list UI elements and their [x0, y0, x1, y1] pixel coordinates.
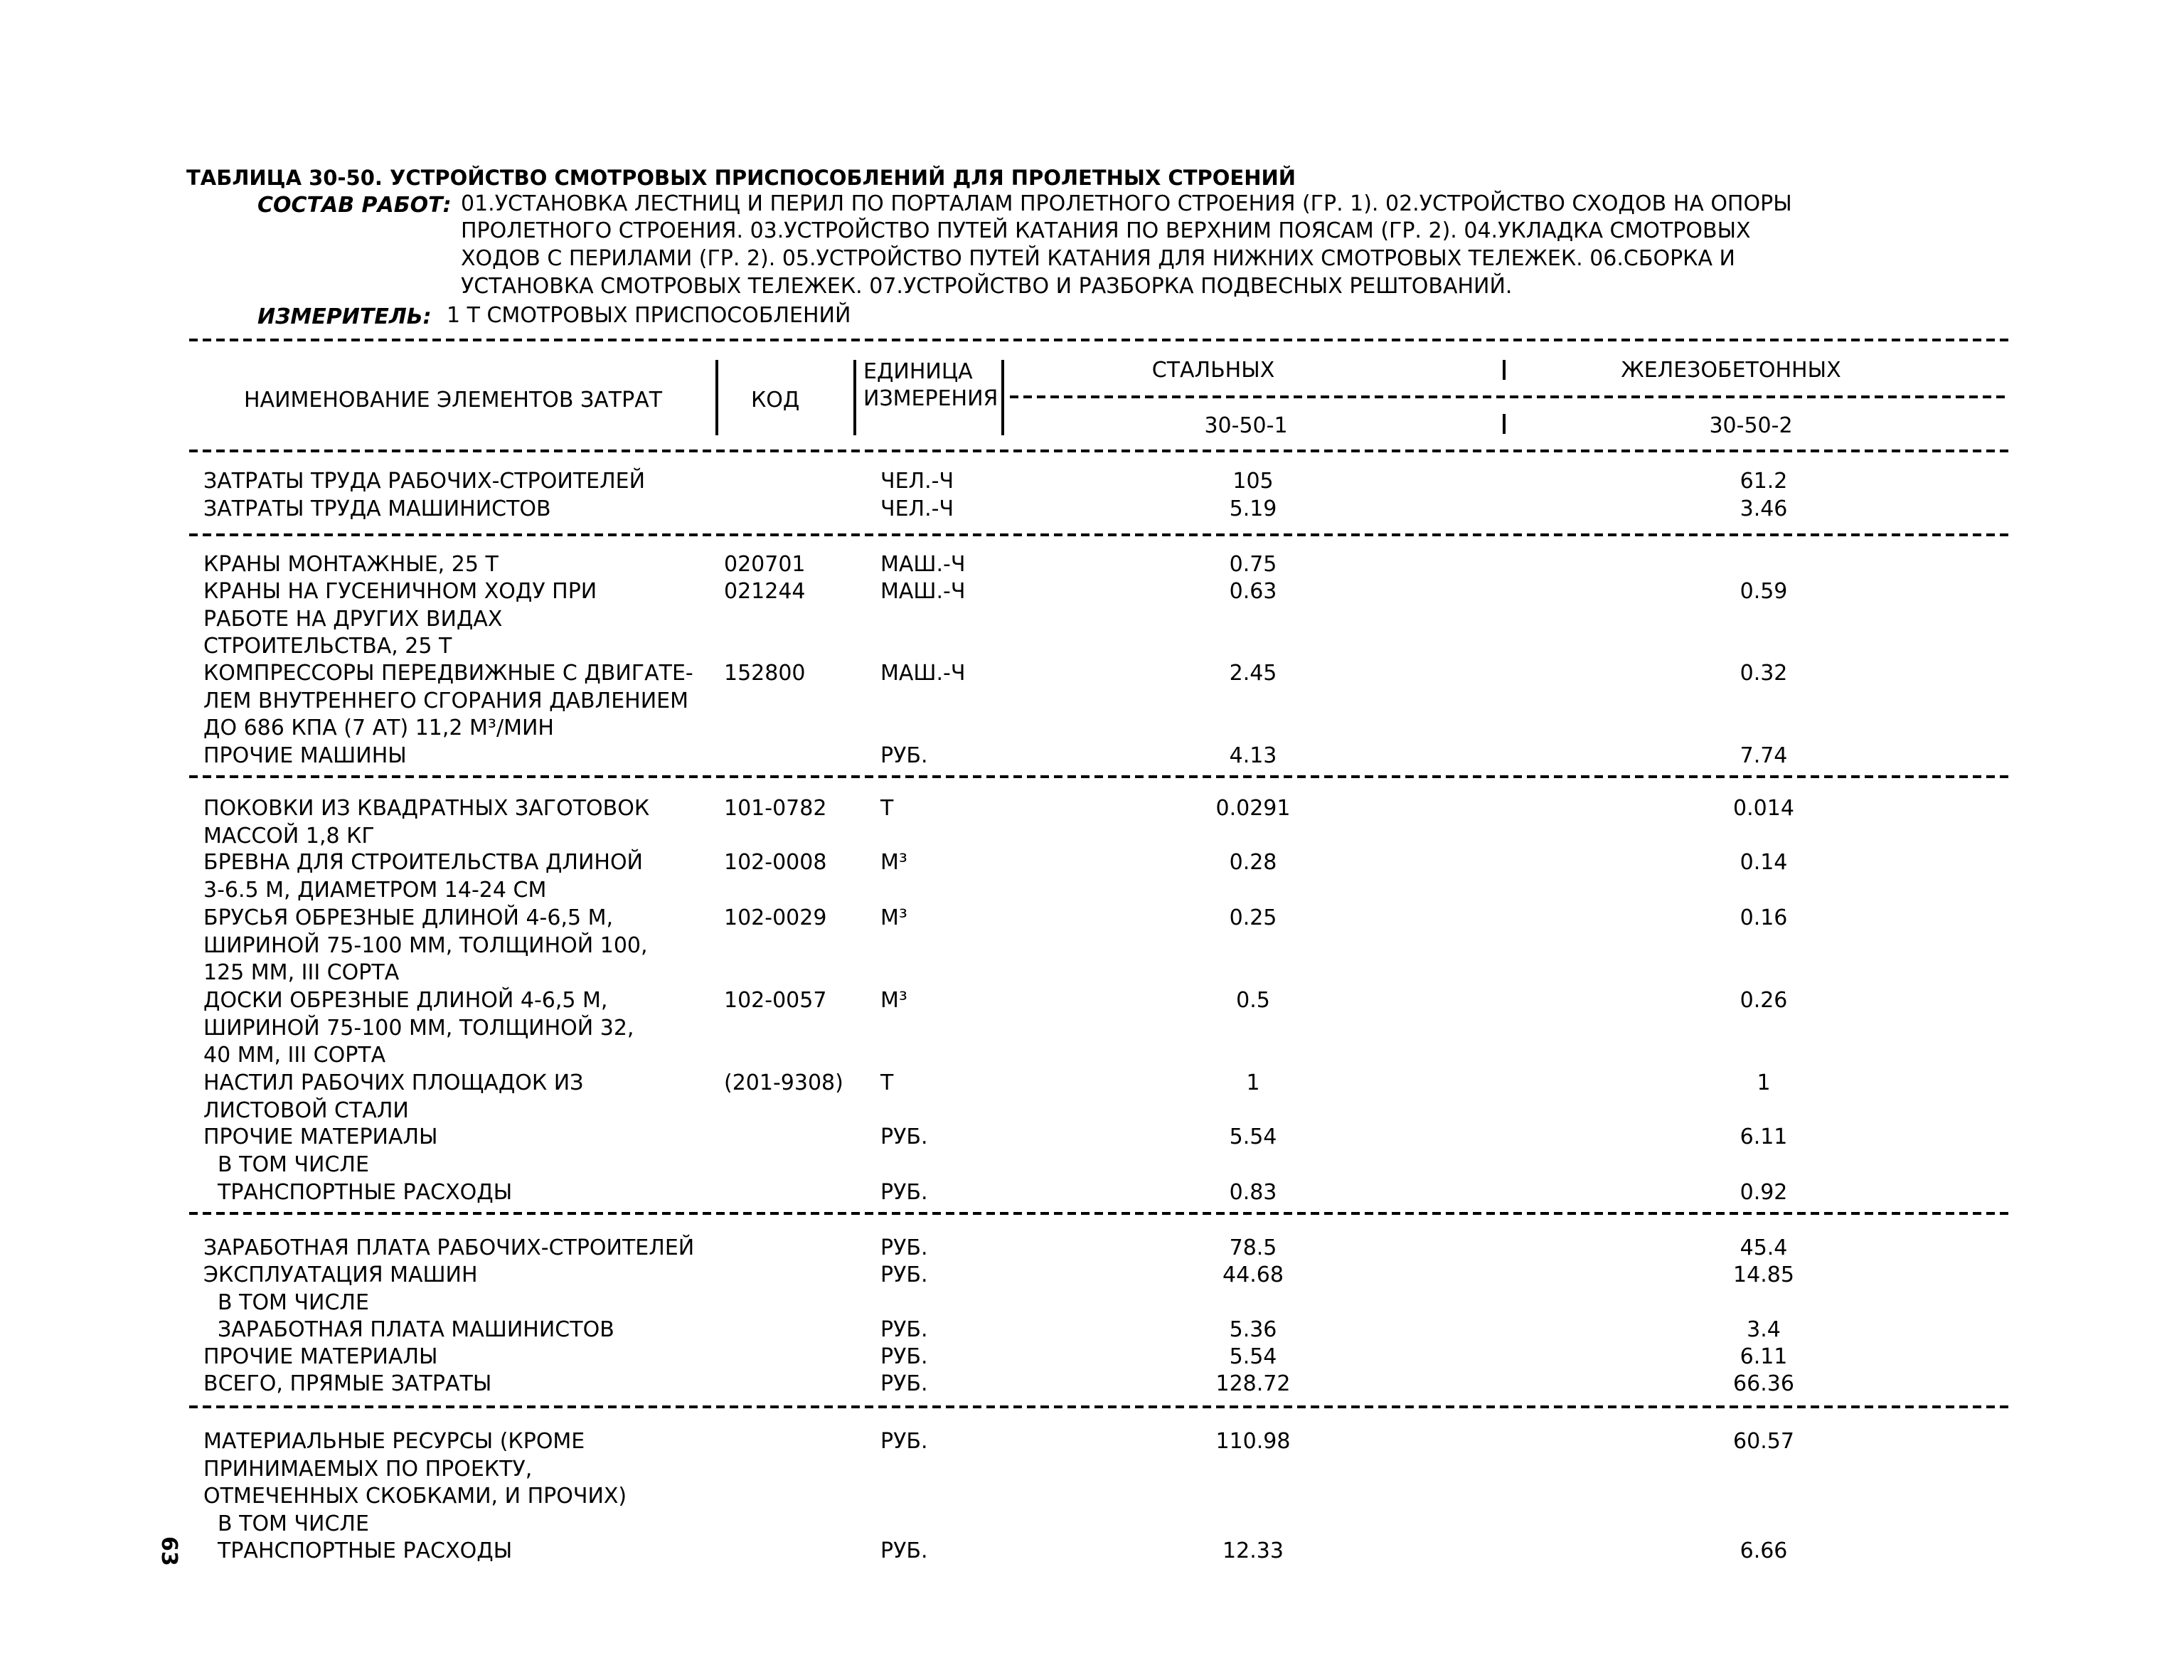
row-value-steel: 0.63: [1229, 579, 1277, 604]
row-value-steel: 0.28: [1229, 850, 1277, 875]
row-value-steel: 105: [1232, 469, 1274, 494]
page-title: ТАБЛИЦА 30-50. УСТРОЙСТВО СМОТРОВЫХ ПРИСПОСОБЛЕНИЙ ДЛЯ ПРОЛЕТНЫХ СТРОЕНИЙ: [186, 166, 1296, 190]
row-value-concrete: 0.92: [1740, 1180, 1788, 1205]
section-rule-2: [189, 775, 2010, 778]
row-value-steel: 0.83: [1229, 1180, 1277, 1205]
row-code: 021244: [724, 579, 806, 604]
row-name: ДОСКИ ОБРЕЗНЫЕ ДЛИНОЙ 4-6,5 М,: [203, 988, 608, 1013]
row-value-steel: 128.72: [1215, 1371, 1291, 1396]
row-code: (201-9308): [724, 1070, 843, 1095]
header-unit-line2: ИЗМЕРЕНИЯ: [863, 386, 998, 411]
row-value-concrete: 0.59: [1740, 579, 1788, 604]
composition-line-3: ХОДОВ С ПЕРИЛАМИ (ГР. 2). 05.УСТРОЙСТВО ПУТЕЙ КАТАНИЯ ДЛЯ НИЖНИХ СМОТРОВЫХ ТЕЛЕЖЕК. 06.СБОРКА И: [461, 246, 1735, 271]
measure-label: ИЗМЕРИТЕЛЬ:: [257, 304, 432, 329]
header-steel: СТАЛЬНЫХ: [1151, 358, 1275, 383]
row-value-concrete: 6.11: [1740, 1125, 1788, 1149]
row-code: 102-0029: [724, 905, 827, 930]
row-name: ПРОЧИЕ МАТЕРИАЛЫ: [203, 1125, 438, 1149]
row-unit: РУБ.: [880, 1371, 928, 1396]
row-name: ЛЕМ ВНУТРЕННЕГО СГОРАНИЯ ДАВЛЕНИЕМ: [203, 688, 688, 713]
header-unit-line1: ЕДИНИЦА: [863, 359, 973, 384]
header-divider-3: [1001, 360, 1004, 435]
measure-value: 1 Т СМОТРОВЫХ ПРИСПОСОБЛЕНИЙ: [447, 303, 851, 328]
row-name: КРАНЫ МОНТАЖНЫЕ, 25 Т: [203, 552, 499, 577]
header-steel-code: 30-50-1: [1204, 413, 1288, 438]
header-mid-rule: [1010, 395, 2010, 398]
row-value-concrete: 0.14: [1740, 850, 1788, 875]
row-unit: РУБ.: [880, 1125, 928, 1149]
row-name: ТРАНСПОРТНЫЕ РАСХОДЫ: [218, 1538, 513, 1563]
row-value-steel: 0.0291: [1215, 796, 1291, 821]
row-value-steel: 4.13: [1229, 743, 1277, 768]
row-unit: МАШ.-Ч: [880, 661, 966, 686]
row-unit: РУБ.: [880, 1262, 928, 1287]
composition-line-2: ПРОЛЕТНОГО СТРОЕНИЯ. 03.УСТРОЙСТВО ПУТЕЙ КАТАНИЯ ПО ВЕРХНИМ ПОЯСАМ (ГР. 2). 04.УКЛАДКА СМОТРОВЫХ: [461, 218, 1751, 243]
row-value-concrete: 3.46: [1740, 496, 1788, 521]
row-value-concrete: 7.74: [1740, 743, 1788, 768]
section-rule-4: [189, 1405, 2010, 1408]
composition-label: СОСТАВ РАБОТ:: [257, 193, 452, 218]
row-value-steel: 78.5: [1229, 1235, 1277, 1260]
composition-line-4: УСТАНОВКА СМОТРОВЫХ ТЕЛЕЖЕК. 07.УСТРОЙСТВО И РАЗБОРКА ПОДВЕСНЫХ РЕШТОВАНИЙ.: [461, 274, 1513, 299]
header-code: КОД: [751, 388, 800, 413]
row-name: РАБОТЕ НА ДРУГИХ ВИДАХ: [203, 606, 503, 632]
row-value-concrete: 66.36: [1733, 1371, 1794, 1396]
row-code: 102-0008: [724, 850, 827, 875]
row-unit: РУБ.: [880, 1538, 928, 1563]
row-value-concrete: 45.4: [1740, 1235, 1788, 1260]
row-value-concrete: 14.85: [1733, 1262, 1794, 1287]
page-number: 63: [156, 1536, 181, 1566]
header-concrete: ЖЕЛЕЗОБЕТОННЫХ: [1621, 358, 1841, 383]
row-unit: РУБ.: [880, 1235, 928, 1260]
row-name: КОМПРЕССОРЫ ПЕРЕДВИЖНЫЕ С ДВИГАТЕ-: [203, 661, 693, 686]
header-bottom-rule: [189, 450, 2010, 452]
row-name: НАСТИЛ РАБОЧИХ ПЛОЩАДОК ИЗ: [203, 1070, 584, 1095]
row-value-steel: 5.36: [1229, 1317, 1277, 1342]
row-unit: МАШ.-Ч: [880, 552, 966, 577]
header-divider-2: [853, 360, 856, 435]
row-code: 101-0782: [724, 796, 827, 821]
row-unit: М³: [880, 988, 907, 1013]
section-rule-3: [189, 1212, 2010, 1215]
row-name: ЛИСТОВОЙ СТАЛИ: [203, 1097, 409, 1123]
header-top-rule: [189, 339, 2010, 341]
row-value-concrete: 0.32: [1740, 661, 1788, 686]
row-name: В ТОМ ЧИСЛЕ: [218, 1290, 369, 1315]
row-value-steel: 44.68: [1222, 1262, 1284, 1287]
row-name: ПРОЧИЕ МАТЕРИАЛЫ: [203, 1344, 438, 1369]
row-unit: РУБ.: [880, 1344, 928, 1369]
composition-line-1: 01.УСТАНОВКА ЛЕСТНИЦ И ПЕРИЛ ПО ПОРТАЛАМ ПРОЛЕТНОГО СТРОЕНИЯ (ГР. 1). 02.УСТРОЙСТВО СХОДОВ НА ОПОРЫ: [461, 191, 1792, 216]
row-value-concrete: 6.11: [1740, 1344, 1788, 1369]
row-name: 3-6.5 М, ДИАМЕТРОМ 14-24 СМ: [203, 877, 547, 903]
row-name: ЗАТРАТЫ ТРУДА РАБОЧИХ-СТРОИТЕЛЕЙ: [203, 469, 646, 494]
row-unit: РУБ.: [880, 1180, 928, 1205]
row-unit: РУБ.: [880, 1429, 928, 1454]
row-name: МАССОЙ 1,8 КГ: [203, 823, 375, 849]
row-value-steel: 0.5: [1236, 988, 1270, 1013]
row-code: 152800: [724, 661, 806, 686]
row-name: ЗАТРАТЫ ТРУДА МАШИНИСТОВ: [203, 496, 551, 521]
row-value-concrete: 1: [1757, 1070, 1771, 1095]
row-value-concrete: 3.4: [1747, 1317, 1781, 1342]
row-code: 102-0057: [724, 988, 827, 1013]
row-value-steel: 5.54: [1229, 1344, 1277, 1369]
row-name: В ТОМ ЧИСЛЕ: [218, 1511, 369, 1536]
section-rule-1: [189, 533, 2010, 536]
row-name: 40 ММ, III СОРТА: [203, 1043, 386, 1068]
row-name: ПРИНИМАЕМЫХ ПО ПРОЕКТУ,: [203, 1456, 533, 1482]
row-name: ШИРИНОЙ 75-100 ММ, ТОЛЩИНОЙ 32,: [203, 1015, 634, 1041]
header-divider-5: [1503, 414, 1506, 434]
row-name: СТРОИТЕЛЬСТВА, 25 Т: [203, 634, 452, 659]
row-unit: Т: [880, 1070, 894, 1095]
row-name: ЗАРАБОТНАЯ ПЛАТА РАБОЧИХ-СТРОИТЕЛЕЙ: [203, 1235, 695, 1260]
row-unit: РУБ.: [880, 743, 928, 768]
row-name: ЗАРАБОТНАЯ ПЛАТА МАШИНИСТОВ: [218, 1317, 614, 1342]
row-name: КРАНЫ НА ГУСЕНИЧНОМ ХОДУ ПРИ: [203, 579, 597, 604]
header-name: НАИМЕНОВАНИЕ ЭЛЕМЕНТОВ ЗАТРАТ: [244, 388, 663, 413]
row-name: ПОКОВКИ ИЗ КВАДРАТНЫХ ЗАГОТОВОК: [203, 796, 650, 821]
header-concrete-code: 30-50-2: [1709, 413, 1793, 438]
row-code: 020701: [724, 552, 806, 577]
row-value-steel: 0.25: [1229, 905, 1277, 930]
row-value-steel: 12.33: [1222, 1538, 1284, 1563]
row-value-steel: 110.98: [1215, 1429, 1291, 1454]
row-unit: ЧЕЛ.-Ч: [880, 496, 954, 521]
row-value-concrete: 0.16: [1740, 905, 1788, 930]
header-divider-4: [1503, 360, 1506, 380]
row-value-steel: 1: [1246, 1070, 1260, 1095]
row-value-steel: 5.54: [1229, 1125, 1277, 1149]
row-name: 125 ММ, III СОРТА: [203, 960, 400, 986]
row-name: ШИРИНОЙ 75-100 ММ, ТОЛЩИНОЙ 100,: [203, 932, 648, 958]
row-value-concrete: 0.014: [1733, 796, 1794, 821]
row-name: В ТОМ ЧИСЛЕ: [218, 1152, 369, 1177]
row-name: МАТЕРИАЛЬНЫЕ РЕСУРСЫ (КРОМЕ: [203, 1429, 585, 1454]
row-value-steel: 5.19: [1229, 496, 1277, 521]
row-value-concrete: 6.66: [1740, 1538, 1788, 1563]
row-value-concrete: 60.57: [1733, 1429, 1794, 1454]
row-name: ЭКСПЛУАТАЦИЯ МАШИН: [203, 1262, 478, 1287]
row-name: БРУСЬЯ ОБРЕЗНЫЕ ДЛИНОЙ 4-6,5 М,: [203, 905, 614, 930]
row-unit: РУБ.: [880, 1317, 928, 1342]
row-unit: ЧЕЛ.-Ч: [880, 469, 954, 494]
row-name: ТРАНСПОРТНЫЕ РАСХОДЫ: [218, 1180, 513, 1205]
row-unit: Т: [880, 796, 894, 821]
row-value-steel: 2.45: [1229, 661, 1277, 686]
header-divider-1: [715, 360, 718, 435]
row-unit: М³: [880, 905, 907, 930]
row-name: ПРОЧИЕ МАШИНЫ: [203, 743, 407, 768]
row-name: БРЕВНА ДЛЯ СТРОИТЕЛЬСТВА ДЛИНОЙ: [203, 850, 644, 875]
row-unit: М³: [880, 850, 907, 875]
row-unit: МАШ.-Ч: [880, 579, 966, 604]
row-name: ОТМЕЧЕННЫХ СКОБКАМИ, И ПРОЧИХ): [203, 1484, 627, 1509]
row-name: ДО 686 КПА (7 АТ) 11,2 М³/МИН: [203, 716, 554, 741]
row-value-concrete: 0.26: [1740, 988, 1788, 1013]
row-value-steel: 0.75: [1229, 552, 1277, 577]
row-value-concrete: 61.2: [1740, 469, 1788, 494]
row-name: ВСЕГО, ПРЯМЫЕ ЗАТРАТЫ: [203, 1371, 492, 1396]
